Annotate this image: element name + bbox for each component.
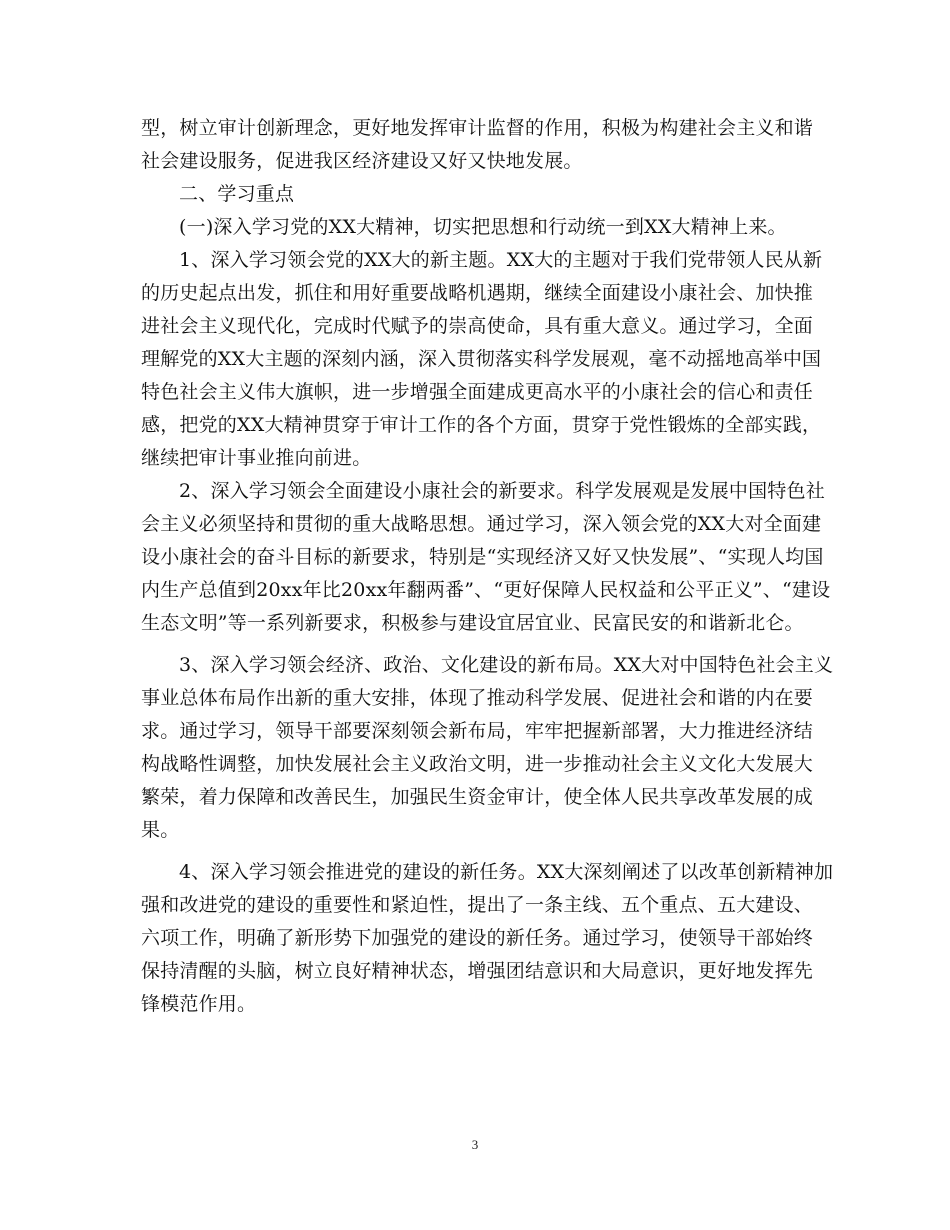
section-heading bbox=[141, 178, 803, 211]
text-line: 生态文明”等一系列新要求，积极参与建设宜居宜业、民富民安的和谐新北仑。 bbox=[141, 612, 804, 634]
text-line: 继续把审计事业推向前进。 bbox=[141, 447, 372, 469]
text-line: 强和改进党的建设的重要性和紧迫性，提出了一条主线、五个重点、五大建设、 bbox=[141, 894, 814, 916]
paragraph-continuation bbox=[141, 112, 814, 178]
heading-line: 二、学习重点 bbox=[179, 183, 295, 205]
text-line: 感，把党的XX大精神贯穿于审计工作的各个方面，贯穿于党性锻炼的全部实践， bbox=[141, 414, 822, 436]
text-line: 锋模范作用。 bbox=[141, 993, 257, 1015]
paragraph-gap bbox=[141, 847, 803, 856]
text-line: 会主义必须坚持和贯彻的重大战略思想。通过学习，深入领会党的XX大对全面建 bbox=[141, 513, 822, 535]
text-line: 构战略性调整，加快发展社会主义政治文明，进一步推动社会主义文化大发展大 bbox=[141, 753, 814, 775]
heading-line: (一)深入学习党的XX大精神，切实把思想和行动统一到XX大精神上来。 bbox=[179, 216, 787, 238]
text-line: 果。 bbox=[141, 819, 180, 841]
text-line: 六项工作，明确了新形势下加强党的建设的新任务。通过学习，使领导干部始终 bbox=[141, 927, 814, 949]
text-line: 1、深入学习领会党的XX大的新主题。XX大的主题对于我们党带领人民从新 bbox=[179, 249, 823, 271]
text-line: 保持清醒的头脑，树立良好精神状态，增强团结意识和大局意识，更好地发挥先 bbox=[141, 960, 814, 982]
paragraph-item-4 bbox=[141, 856, 834, 1021]
page-number: 3 bbox=[471, 1137, 479, 1152]
text-line: 4、深入学习领会推进党的建设的新任务。XX大深刻阐述了以改革创新精神加 bbox=[179, 861, 834, 883]
text-line: 的历史起点出发，抓住和用好重要战略机遇期，继续全面建设小康社会、加快推 bbox=[141, 282, 814, 304]
text-line: 求。通过学习，领导干部要深刻领会新布局，牢牢把握新部署，大力推进经济结 bbox=[141, 720, 814, 742]
text-line: 进社会主义现代化，完成时代赋予的崇高使命，具有重大意义。通过学习，全面 bbox=[141, 315, 814, 337]
paragraph-item-1 bbox=[141, 244, 823, 475]
text-line: 理解党的XX大主题的深刻内涵，深入贯彻落实科学发展观，毫不动摇地高举中国 bbox=[141, 348, 822, 370]
text-line: 繁荣，着力保障和改善民生，加强民生资金审计，使全体人民共享改革发展的成 bbox=[141, 786, 814, 808]
text-line: 设小康社会的奋斗目标的新要求，特别是“实现经济又好又快发展”、“实现人均国 bbox=[141, 546, 824, 568]
paragraph-item-2 bbox=[141, 475, 831, 640]
paragraph-item-3 bbox=[141, 649, 834, 847]
paragraph-gap bbox=[141, 640, 803, 649]
document-body bbox=[141, 112, 834, 1021]
text-line: 事业总体布局作出新的重大安排，体现了推动科学发展、促进社会和谐的内在要 bbox=[141, 687, 814, 709]
text-line: 型，树立审计创新理念，更好地发挥审计监督的作用，积极为构建社会主义和谐 bbox=[141, 117, 814, 139]
text-line: 2、深入学习领会全面建设小康社会的新要求。科学发展观是发展中国特色社 bbox=[179, 480, 825, 502]
text-line: 特色社会主义伟大旗帜，进一步增强全面建成更高水平的小康社会的信心和责任 bbox=[141, 381, 814, 403]
subsection-heading bbox=[141, 211, 803, 244]
text-line: 内生产总值到20xx年比20xx年翻两番”、“更好保障人民权益和公平正义”、“建设 bbox=[141, 579, 831, 601]
text-line: 3、深入学习领会经济、政治、文化建设的新布局。XX大对中国特色社会主义 bbox=[179, 654, 834, 676]
text-line: 社会建设服务，促进我区经济建设又好又快地发展。 bbox=[141, 150, 583, 172]
